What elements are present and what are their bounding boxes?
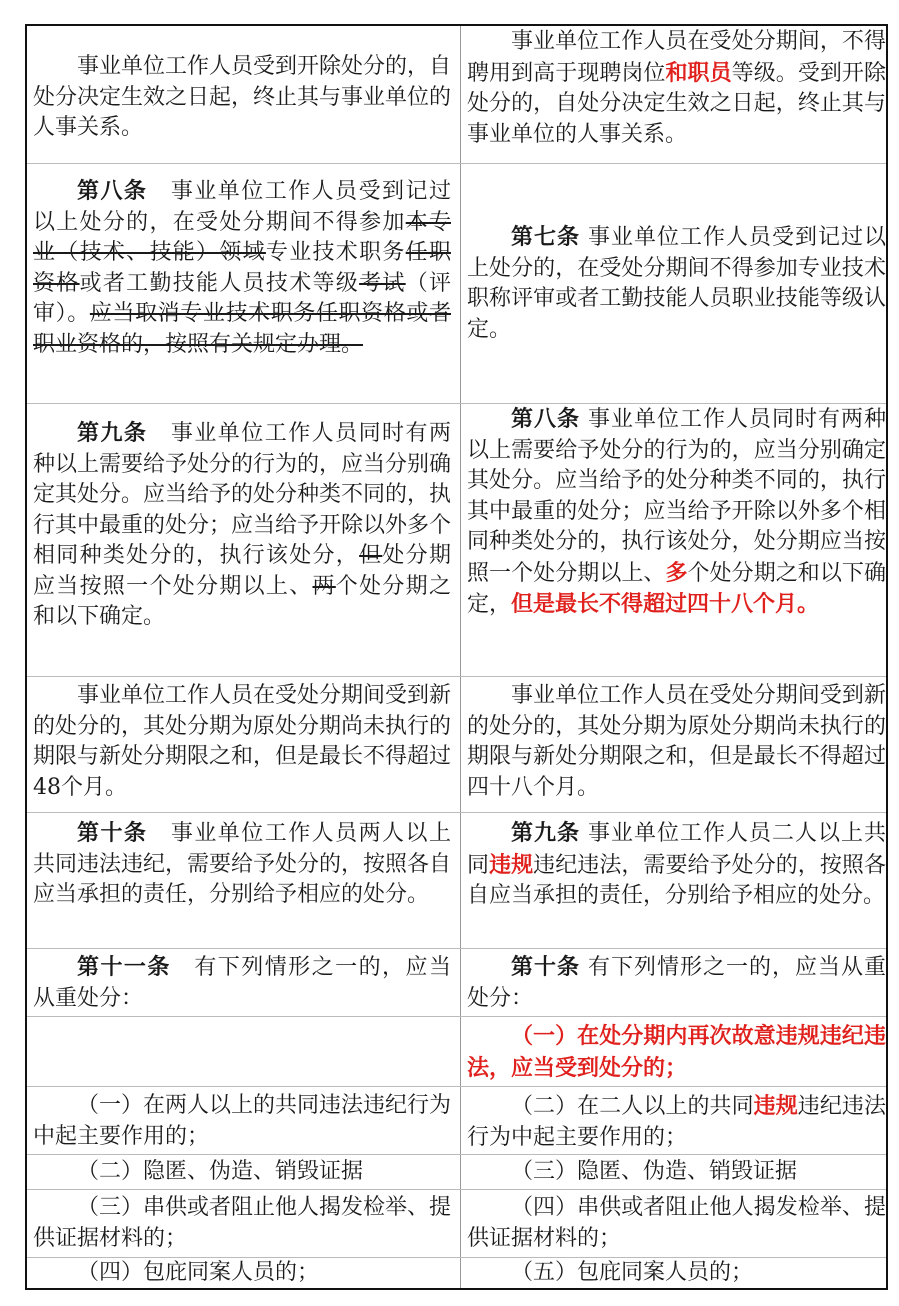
new-text-cell <box>463 949 888 1016</box>
revised-text: 但是最长不得超过四十八个月。 <box>511 591 820 617</box>
table-row <box>27 1155 886 1190</box>
clause-text: （二）在二人以上的共同 <box>511 1094 754 1119</box>
article-number: 第十条 <box>77 820 148 846</box>
clause-text: 处分期应当按照一个处分期以上、 <box>33 543 451 599</box>
revised-text: 违规 <box>753 1093 798 1119</box>
table-row <box>27 677 886 813</box>
clause-text: 违纪违法行为中起主要作用的； <box>467 1094 886 1150</box>
old-text-cell <box>29 677 457 812</box>
new-text-cell <box>463 677 888 812</box>
revised-text: （一）在处分期内再次故意违规违纪违法，应当受到处分的； <box>467 1023 886 1081</box>
old-text-cell <box>29 26 457 163</box>
clause-text: 事业单位工作人员两人以上共同违法违纪，需要给予处分的，按照各自应当承担的责任，分别给予相应的处分。 <box>33 821 452 907</box>
old-text-cell <box>29 949 457 1016</box>
clause-text: 等级。受到开除处分的，自处分决定生效之日起，终止其与事业单位的人事关系。 <box>467 60 886 147</box>
new-text-cell <box>463 813 888 948</box>
table-row <box>27 1087 886 1155</box>
table-row <box>27 949 886 1017</box>
old-text-cell <box>29 1017 457 1086</box>
clause-text: 事业单位工作人员二人以上共同 <box>467 821 886 878</box>
article-number: 第八条 <box>511 406 580 432</box>
deleted-text: 但 <box>359 543 383 568</box>
clause-text: 违纪违法，需要给予处分的，按照各自应当承担的责任，分别给予相应的处分。 <box>467 852 886 908</box>
clause-text: 或者工勤技能人员技术等级 <box>79 270 360 296</box>
new-text-cell <box>463 26 888 163</box>
table-row <box>27 1258 886 1288</box>
old-text-cell <box>29 164 457 403</box>
clause-text: 个处分期之和以下确定。 <box>33 573 451 629</box>
clause-text: 事业单位工作人员同时有两种以上需要给予处分的行为的，应当分别确定其处分。应当给予的处分种类不同的，执行其中最重的处分；应当给予开除以外多个相同种类处分的，执行该处分， <box>33 421 452 568</box>
deleted-text: 本专业（技术、技能）领域 <box>33 209 451 265</box>
clause-text: 事业单位工作人员受到记过以上处分的，在受处分期间不得参加 <box>33 179 451 235</box>
table-row <box>27 404 886 677</box>
clause-text: （二）隐匿、伪造、销毁证据 <box>77 1159 364 1184</box>
article-number: 第十条 <box>511 954 580 980</box>
new-text-cell <box>463 1258 888 1288</box>
article-number: 第八条 <box>77 178 148 204</box>
clause-text: 事业单位工作人员在受处分期间受到新的处分的，其处分期为原处分期尚未执行的期限与新处分期限之和，但是最长不得超过四十八个月。 <box>467 683 886 800</box>
old-text-cell <box>29 1087 457 1154</box>
old-text-cell <box>29 813 457 948</box>
table-row <box>27 26 886 164</box>
article-number: 第七条 <box>511 224 580 250</box>
article-number: 第九条 <box>511 820 580 846</box>
clause-text: （三）串供或者阻止他人揭发检举、提供证据材料的； <box>33 1195 452 1251</box>
comparison-table <box>25 24 888 1290</box>
table-row <box>27 1190 886 1258</box>
revised-text: 和职员 <box>665 59 732 86</box>
clause-text: （五）包庇同案人员的； <box>511 1260 754 1285</box>
clause-text: 事业单位工作人员同时有两种以上需要给予处分的行为的，应当分别确定其处分。应当给予的处分种类不同的，执行其中最重的处分；应当给予开除以外多个相同种类处分的，执行该处分，处分期应当按照一个处分期以上、 <box>467 407 886 586</box>
deleted-text: 两 <box>312 573 336 599</box>
new-text-cell <box>463 164 888 403</box>
clause-text: 专业技术职务 <box>265 240 406 265</box>
clause-text: 事业单位工作人员受到开除处分的，自处分决定生效之日起，终止其与事业单位的人事关系。 <box>33 54 452 140</box>
clause-text: （一）在两人以上的共同违法违纪行为中起主要作用的； <box>33 1093 452 1149</box>
new-text-cell <box>463 1087 888 1154</box>
clause-text: （四）串供或者阻止他人揭发检举、提供证据材料的； <box>467 1195 886 1251</box>
clause-text: 有下列情形之一的，应当从重处分： <box>33 955 451 1011</box>
deleted-text: 任职资格 <box>33 240 451 296</box>
new-text-cell <box>463 1017 888 1086</box>
new-text-cell <box>463 1190 888 1257</box>
clause-text: （四）包庇同案人员的； <box>77 1260 320 1285</box>
clause-text: 事业单位工作人员受到记过以上处分的，在受处分期间不得参加专业技术职称评审或者工勤技能人员职业技能等级认定。 <box>467 225 886 342</box>
article-number: 第十一条 <box>77 954 171 980</box>
old-text-cell <box>29 404 457 676</box>
table-row <box>27 813 886 949</box>
clause-text: 事业单位工作人员在受处分期间，不得聘用到高于现聘岗位 <box>467 29 886 86</box>
table-row <box>27 1017 886 1087</box>
revised-text: 违规 <box>489 851 534 878</box>
deleted-text: 应当取消专业技术职务任职资格或者职业资格的，按照有关规定办理。 <box>33 301 451 357</box>
article-number: 第九条 <box>77 420 148 446</box>
new-text-cell <box>463 404 888 676</box>
table-row <box>27 164 886 404</box>
deleted-text: 考试 <box>359 270 406 296</box>
clause-text: （评审）。 <box>33 270 451 326</box>
clause-text: 个处分期之和以下确定， <box>467 560 886 617</box>
revised-text: 多 <box>665 559 688 586</box>
old-text-cell <box>29 1190 457 1257</box>
clause-text: 事业单位工作人员在受处分期间受到新的处分的，其处分期为原处分期尚未执行的期限与新处分期限之和，但是最长不得超过48个月。 <box>33 683 452 800</box>
clause-text: 有下列情形之一的，应当从重处分： <box>467 955 886 1011</box>
old-text-cell <box>29 1258 457 1288</box>
old-text-cell <box>29 1155 457 1189</box>
clause-text: （三）隐匿、伪造、销毁证据 <box>511 1159 798 1184</box>
new-text-cell <box>463 1155 888 1189</box>
